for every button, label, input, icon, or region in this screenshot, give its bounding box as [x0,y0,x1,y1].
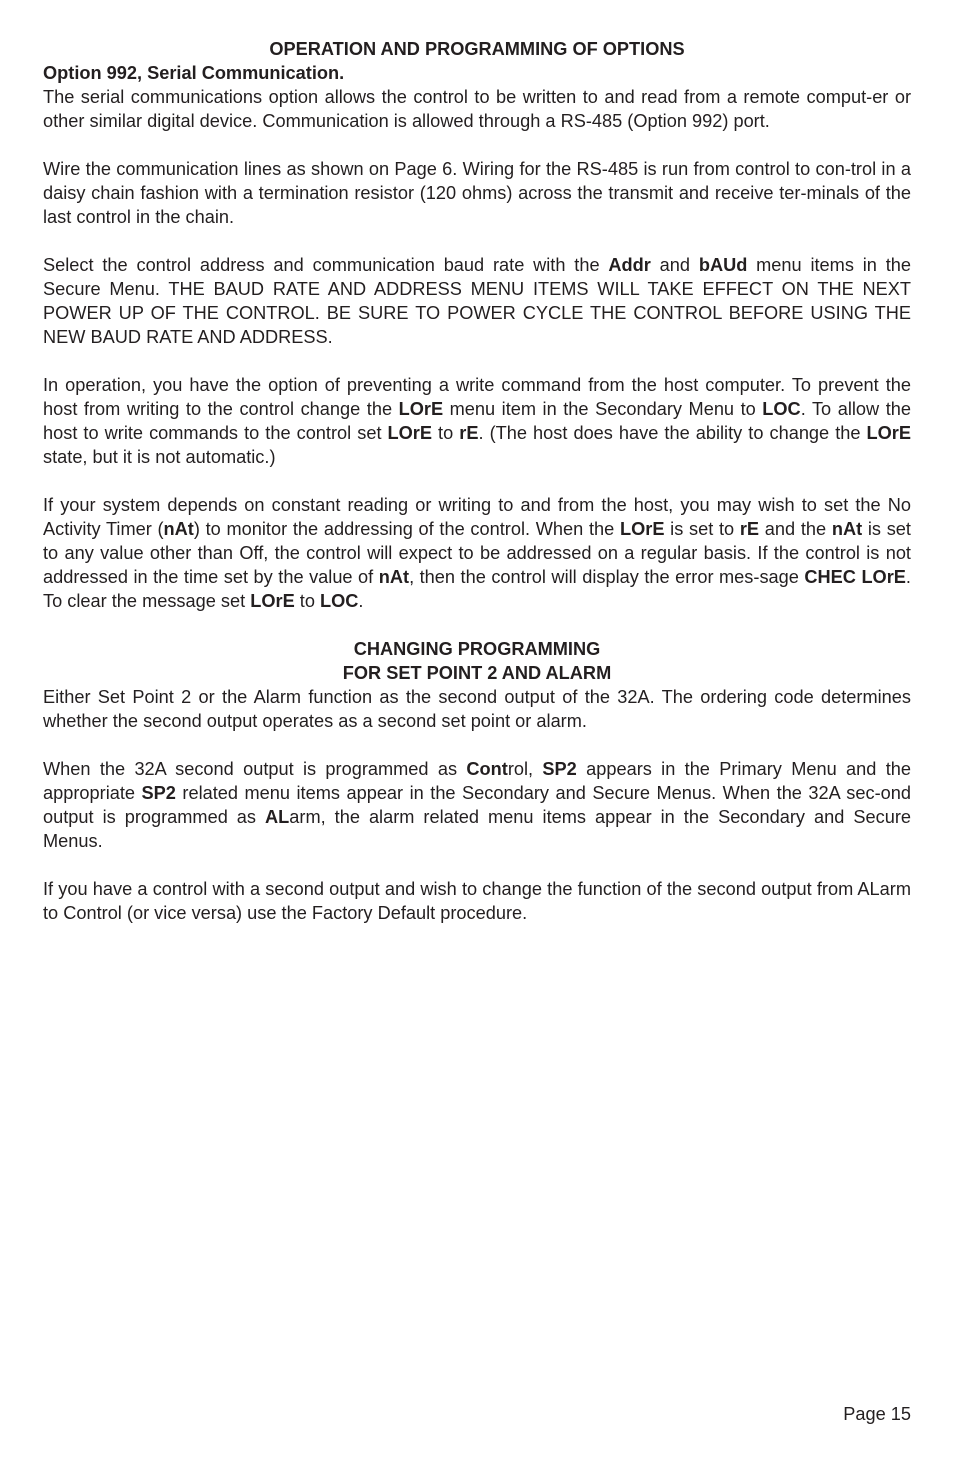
term-loc: LOC [762,399,801,419]
section-title-sp2-line1: CHANGING PROGRAMMING [353,639,601,659]
paragraph-no-activity-timer [43,493,911,613]
section-title-options: OPERATION AND PROGRAMMING OF OPTIONS [269,39,685,59]
text-run: and [650,255,699,275]
term-baud: bAUd [698,255,748,275]
text-run: menu items in the Secure Menu. THE BAUD RATE AND ADDRESS MENU ITEMS WILL TAKE EFFECT ON THE NEXT POWER UP OF THE CONTROL. BE SURE TO POWER CYCLE THE CONTROL BEFORE USING THE NEW BAUD RATE AND ADDRESS. [43,255,911,347]
text-run: If your system depends on constant reading or writing to and from the host, you may wish to set the No Activity Timer ( [43,495,911,539]
text-run: . (The host does have the ability to change the [478,423,867,443]
paragraph-second-output: Either Set Point 2 or the Alarm function as the second output of the 32A. The ordering code determines whether the second output operates as a second set point or alarm. [43,687,911,731]
text-run: menu item in the Secondary Menu to [443,399,763,419]
term-cont: Cont [466,759,508,779]
term-al: AL [265,807,290,827]
term-lore: LOrE [619,519,665,539]
text-run: , then the control will display the error mes-sage [409,567,805,587]
text-run: arm, the alarm related menu items appear in the Secondary and Secure Menus. [43,807,911,851]
subsection-title-option-992: Option 992, Serial Communication. [43,63,345,83]
term-addr: Addr [608,255,651,275]
text-run: to [294,591,320,611]
term-re: rE [739,519,760,539]
section-title-sp2-line2: FOR SET POINT 2 AND ALARM [342,663,612,683]
paragraph-serial-intro: The serial communications option allows the control to be written to and read from a remote comput-er or other similar digital device. Communication is allowed through a RS-485 (Option 992) port. [43,87,911,131]
term-re: rE [459,423,479,443]
text-run: In operation, you have the option of preventing a write command from the host computer. To prevent the host from writing to the control change the [43,375,911,419]
text-run: appears in the Primary Menu and the appropriate [43,759,911,803]
term-lore: LOrE [866,423,912,443]
paragraph-programmed-as [43,757,911,853]
paragraph-wiring: Wire the communication lines as shown on Page 6. Wiring for the RS-485 is run from control to con-trol in a daisy chain fashion with a termination resistor (120 ohms) across the transmit and receive ter-minals of the last control in the chain. [43,159,911,227]
term-sp2: SP2 [141,783,176,803]
text-run: and the [759,519,832,539]
term-nat: nAt [378,567,410,587]
text-run: to [432,423,460,443]
paragraph-address-baud [43,253,911,349]
text-run: . [358,591,364,611]
text-run: related menu items appear in the Secondary and Secure Menus. When the 32A sec-ond output is programmed as [43,783,911,827]
text-run: is set to any value other than Off, the control will expect to be addressed on a regular basis. If the control is not addressed in the time set by the value of [43,519,911,587]
term-nat: nAt [163,519,194,539]
text-run: ) to monitor the addressing of the control. When the [193,519,620,539]
text-run: . To allow the host to write commands to the control set [43,399,911,443]
page-number: Page 15 [843,1404,911,1424]
term-sp2: SP2 [542,759,577,779]
text-run: is set to [664,519,740,539]
text-run: state, but it is not automatic.) [43,447,276,467]
paragraph-write-protect [43,373,911,469]
term-lore: LOrE [398,399,444,419]
term-loc: LOC [320,591,359,611]
term-nat: nAt [831,519,863,539]
paragraph-factory-default: If you have a control with a second output and wish to change the function of the second output from ALarm to Control (or vice versa) use the Factory Default procedure. [43,879,911,923]
text-run: When the 32A second output is programmed as [43,759,467,779]
text-run: Select the control address and communication baud rate with the [43,255,609,275]
term-chec-lore: CHEC LOrE [804,567,906,587]
text-run: . To clear the message set [43,567,911,611]
text-run: rol, [507,759,543,779]
term-lore: LOrE [387,423,433,443]
term-lore: LOrE [250,591,295,611]
